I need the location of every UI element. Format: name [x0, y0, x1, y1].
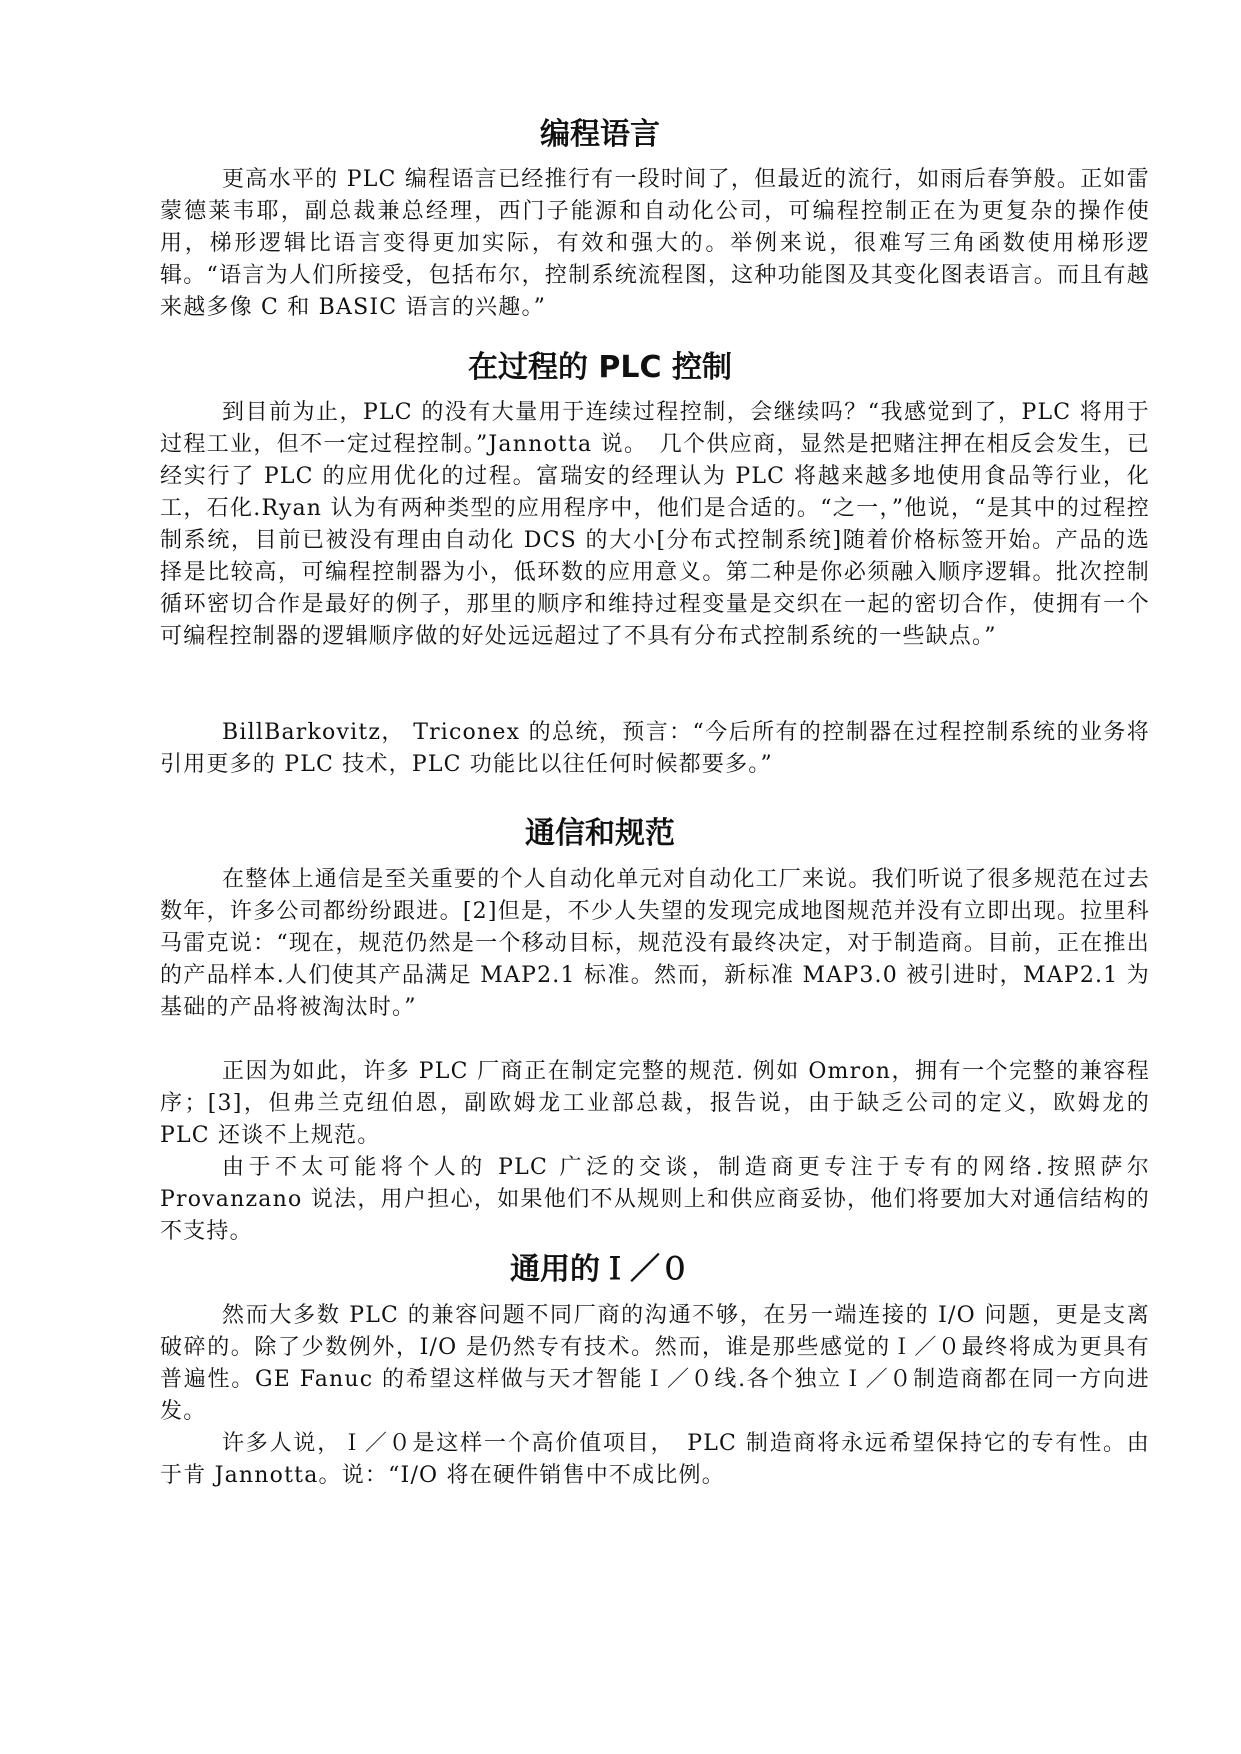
paragraph: 在整体上通信是至关重要的个人自动化单元对自动化工厂来说。我们听说了很多规范在过去数年，许多公司都纷纷跟进。[2]但是，不少人失望的发现完成地图规范并没有立即出现。拉里科马雷克说：“现在，规范仍然是一个移动目标，规范没有最终决定，对于制造商。目前，正在推出的产品样本.人们使其产品满足 MAP2.1 标准。然而，新标准 MAP3.0 被引进时，MAP2.1 为基础的产品将被淘汰时。” — [160, 867, 1151, 1020]
section-heading-universal-io: 通用的Ｉ／０ — [510, 1252, 690, 1287]
paragraph: BillBarkovitz， Triconex 的总统，预言：“今后所有的控制器在过程控制系统的业务将引用更多的 PLC 技术，PLC 功能比以往任何时候都要多。” — [160, 720, 1150, 777]
section-heading-communications: 通信和规范 — [525, 816, 675, 851]
paragraph: 许多人说，Ｉ／０是这样一个高价值项目， PLC 制造商将永远希望保持它的专有性。由于肯 Jannotta。说：“I/O 将在硬件销售中不成比例。 — [160, 1431, 1150, 1488]
paragraph: 正因为如此，许多 PLC 厂商正在制定完整的规范. 例如 Omron，拥有一个完整的兼容程序；[3]，但弗兰克纽伯恩，副欧姆龙工业部总裁，报告说，由于缺乏公司的定义，欧姆龙的 PLC 还谈不上规范。 — [160, 1059, 1150, 1148]
paragraph: 由于不太可能将个人的 PLC 广泛的交谈，制造商更专注于专有的网络.按照萨尔 Provanzano 说法，用户担心，如果他们不从规则上和供应商妥协，他们将要加大对通信结构的不支持。 — [160, 1155, 1150, 1244]
paragraph: 更高水平的 PLC 编程语言已经推行有一段时间了，但最近的流行，如雨后春笋般。正如雷蒙德莱韦耶，副总裁兼总经理，西门子能源和自动化公司，可编程控制正在为更复杂的操作使用，梯形逻辑比语言变得更加实际，有效和强大的。举例来说，很难写三角函数使用梯形逻辑。“语言为人们所接受，包括布尔，控制系统流程图，这种功能图及其变化图表语言。而且有越来越多像 C 和 BASIC 语言的兴趣。” — [160, 167, 1150, 320]
section-heading-programming-languages: 编程语言 — [540, 117, 660, 152]
section-heading-process-control: 在过程的 PLC 控制 — [467, 350, 732, 385]
paragraph: 然而大多数 PLC 的兼容问题不同厂商的沟通不够，在另一端连接的 I/O 问题，更是支离破碎的。除了少数例外，I/O 是仍然专有技术。然而，谁是那些感觉的Ｉ／０最终将成为更具有普遍性。GE Fanuc 的希望这样做与天才智能Ｉ／０线.各个独立Ｉ／０制造商都在同一方向进发。 — [160, 1303, 1150, 1424]
paragraph: 到目前为止，PLC 的没有大量用于连续过程控制，会继续吗？“我感觉到了，PLC 将用于过程工业，但不一定过程控制。”Jannotta 说。 几个供应商，显然是把赌注押在相反会发生，已经实行了 PLC 的应用优化的过程。富瑞安的经理认为 PLC 将越来越多地使用食品等行业，化工，石化.Ryan 认为有两种类型的应用程序中，他们是合适的。“之一，”他说，“是其中的过程控制系统，目前已被没有理由自动化 DCS 的大小[分布式控制系统]随着价格标签开始。产品的选择是比较高，可编程控制器为小，低环数的应用意义。第二种是你必须融入顺序逻辑。批次控制循环密切合作是最好的例子，那里的顺序和维持过程变量是交织在一起的密切合作，使拥有一个可编程控制器的逻辑顺序做的好处远远超过了不具有分布式控制系统的一些缺点。” — [160, 400, 1150, 649]
